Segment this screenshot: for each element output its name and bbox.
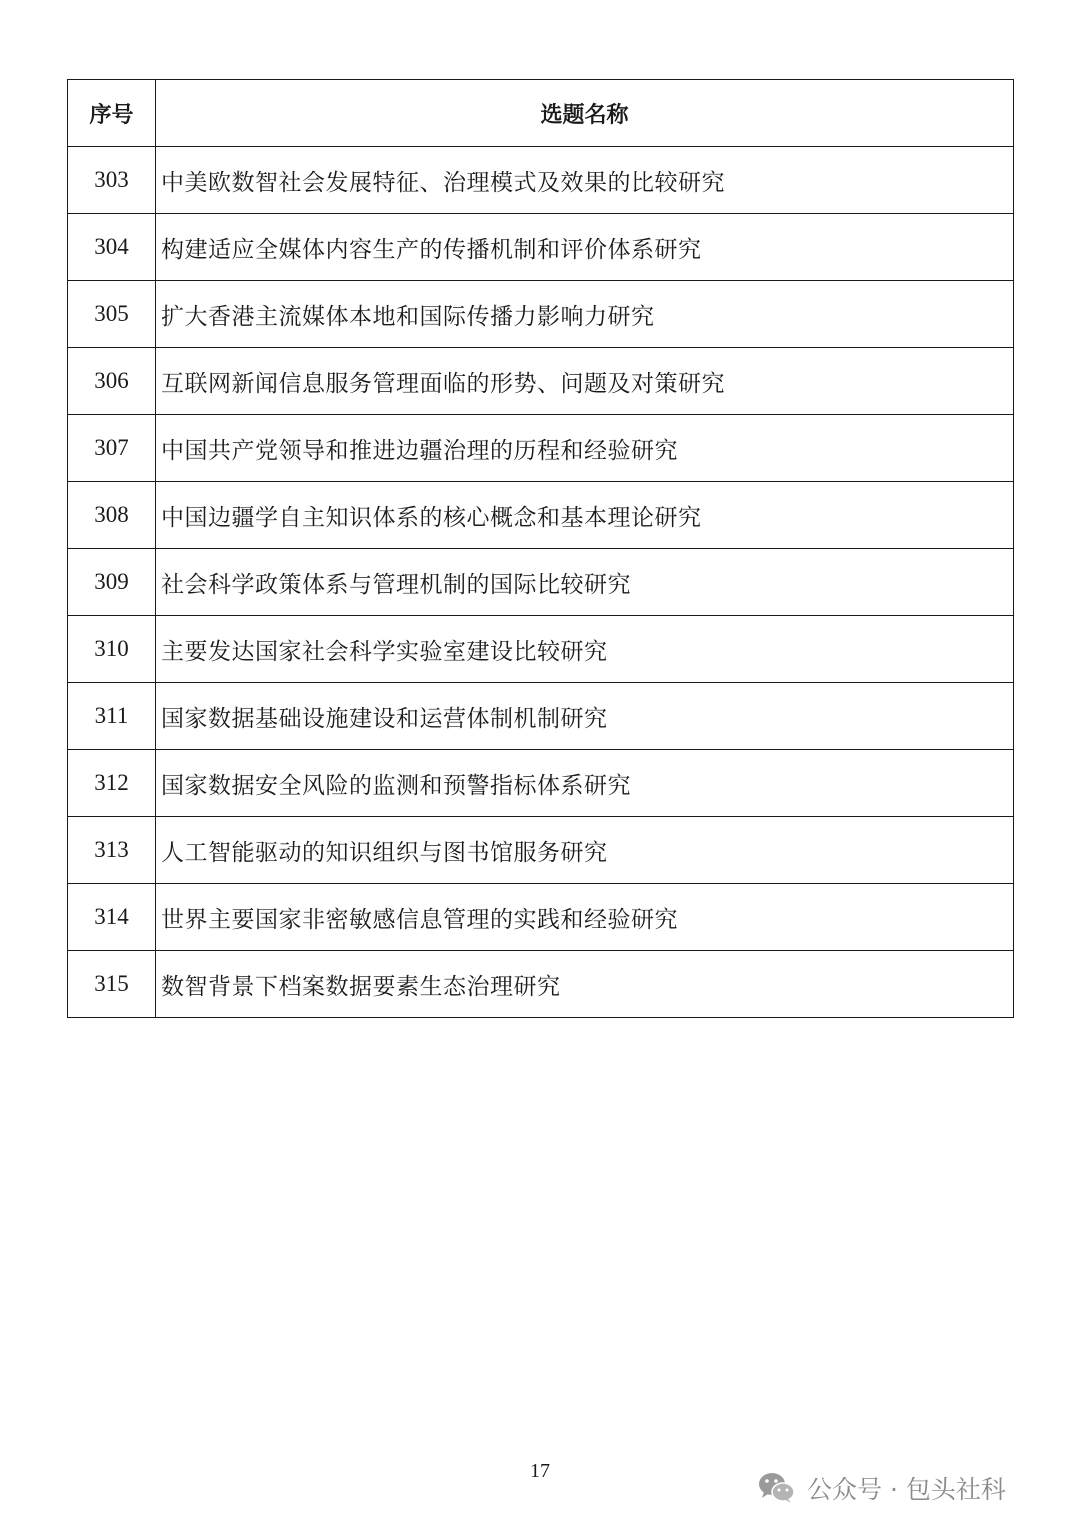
watermark-text: 公众号 · 包头社科: [807, 1475, 1006, 1504]
table-row: [68, 415, 1014, 482]
row-number: 311: [68, 683, 156, 750]
row-number: 314: [68, 884, 156, 951]
row-number: 315: [68, 951, 156, 1018]
table-row: [68, 817, 1014, 884]
table-body: [68, 147, 1014, 1018]
table-row: [68, 884, 1014, 951]
row-number: 307: [68, 415, 156, 482]
row-title: 互联网新闻信息服务管理面临的形势、问题及对策研究: [156, 348, 1014, 415]
row-number: 310: [68, 616, 156, 683]
row-number: 303: [68, 147, 156, 214]
table-row: [68, 616, 1014, 683]
table-row: [68, 482, 1014, 549]
row-title: 中国共产党领导和推进边疆治理的历程和经验研究: [156, 415, 1014, 482]
table-row: [68, 348, 1014, 415]
row-number: 306: [68, 348, 156, 415]
row-number: 308: [68, 482, 156, 549]
row-number: 313: [68, 817, 156, 884]
row-title: 国家数据安全风险的监测和预警指标体系研究: [156, 750, 1014, 817]
row-title: 扩大香港主流媒体本地和国际传播力影响力研究: [156, 281, 1014, 348]
row-number: 305: [68, 281, 156, 348]
page-number: 17: [530, 1460, 550, 1482]
table-row: [68, 951, 1014, 1018]
watermark: [757, 1470, 1006, 1506]
table-row: [68, 750, 1014, 817]
table-row: [68, 147, 1014, 214]
row-title: 主要发达国家社会科学实验室建设比较研究: [156, 616, 1014, 683]
row-title: 国家数据基础设施建设和运营体制机制研究: [156, 683, 1014, 750]
row-title: 构建适应全媒体内容生产的传播机制和评价体系研究: [156, 214, 1014, 281]
table-row: [68, 549, 1014, 616]
row-title: 中国边疆学自主知识体系的核心概念和基本理论研究: [156, 482, 1014, 549]
wechat-icon: [757, 1471, 797, 1505]
row-title: 数智背景下档案数据要素生态治理研究: [156, 951, 1014, 1018]
row-title: 人工智能驱动的知识组织与图书馆服务研究: [156, 817, 1014, 884]
row-number: 304: [68, 214, 156, 281]
row-number: 309: [68, 549, 156, 616]
table-row: [68, 683, 1014, 750]
topics-table: [67, 79, 1014, 1018]
row-title: 社会科学政策体系与管理机制的国际比较研究: [156, 549, 1014, 616]
row-title: 中美欧数智社会发展特征、治理模式及效果的比较研究: [156, 147, 1014, 214]
header-title: 选题名称: [156, 80, 1014, 147]
row-title: 世界主要国家非密敏感信息管理的实践和经验研究: [156, 884, 1014, 951]
row-number: 312: [68, 750, 156, 817]
table-row: [68, 214, 1014, 281]
header-number: 序号: [68, 80, 156, 147]
table-header-row: [68, 80, 1014, 147]
table-row: [68, 281, 1014, 348]
